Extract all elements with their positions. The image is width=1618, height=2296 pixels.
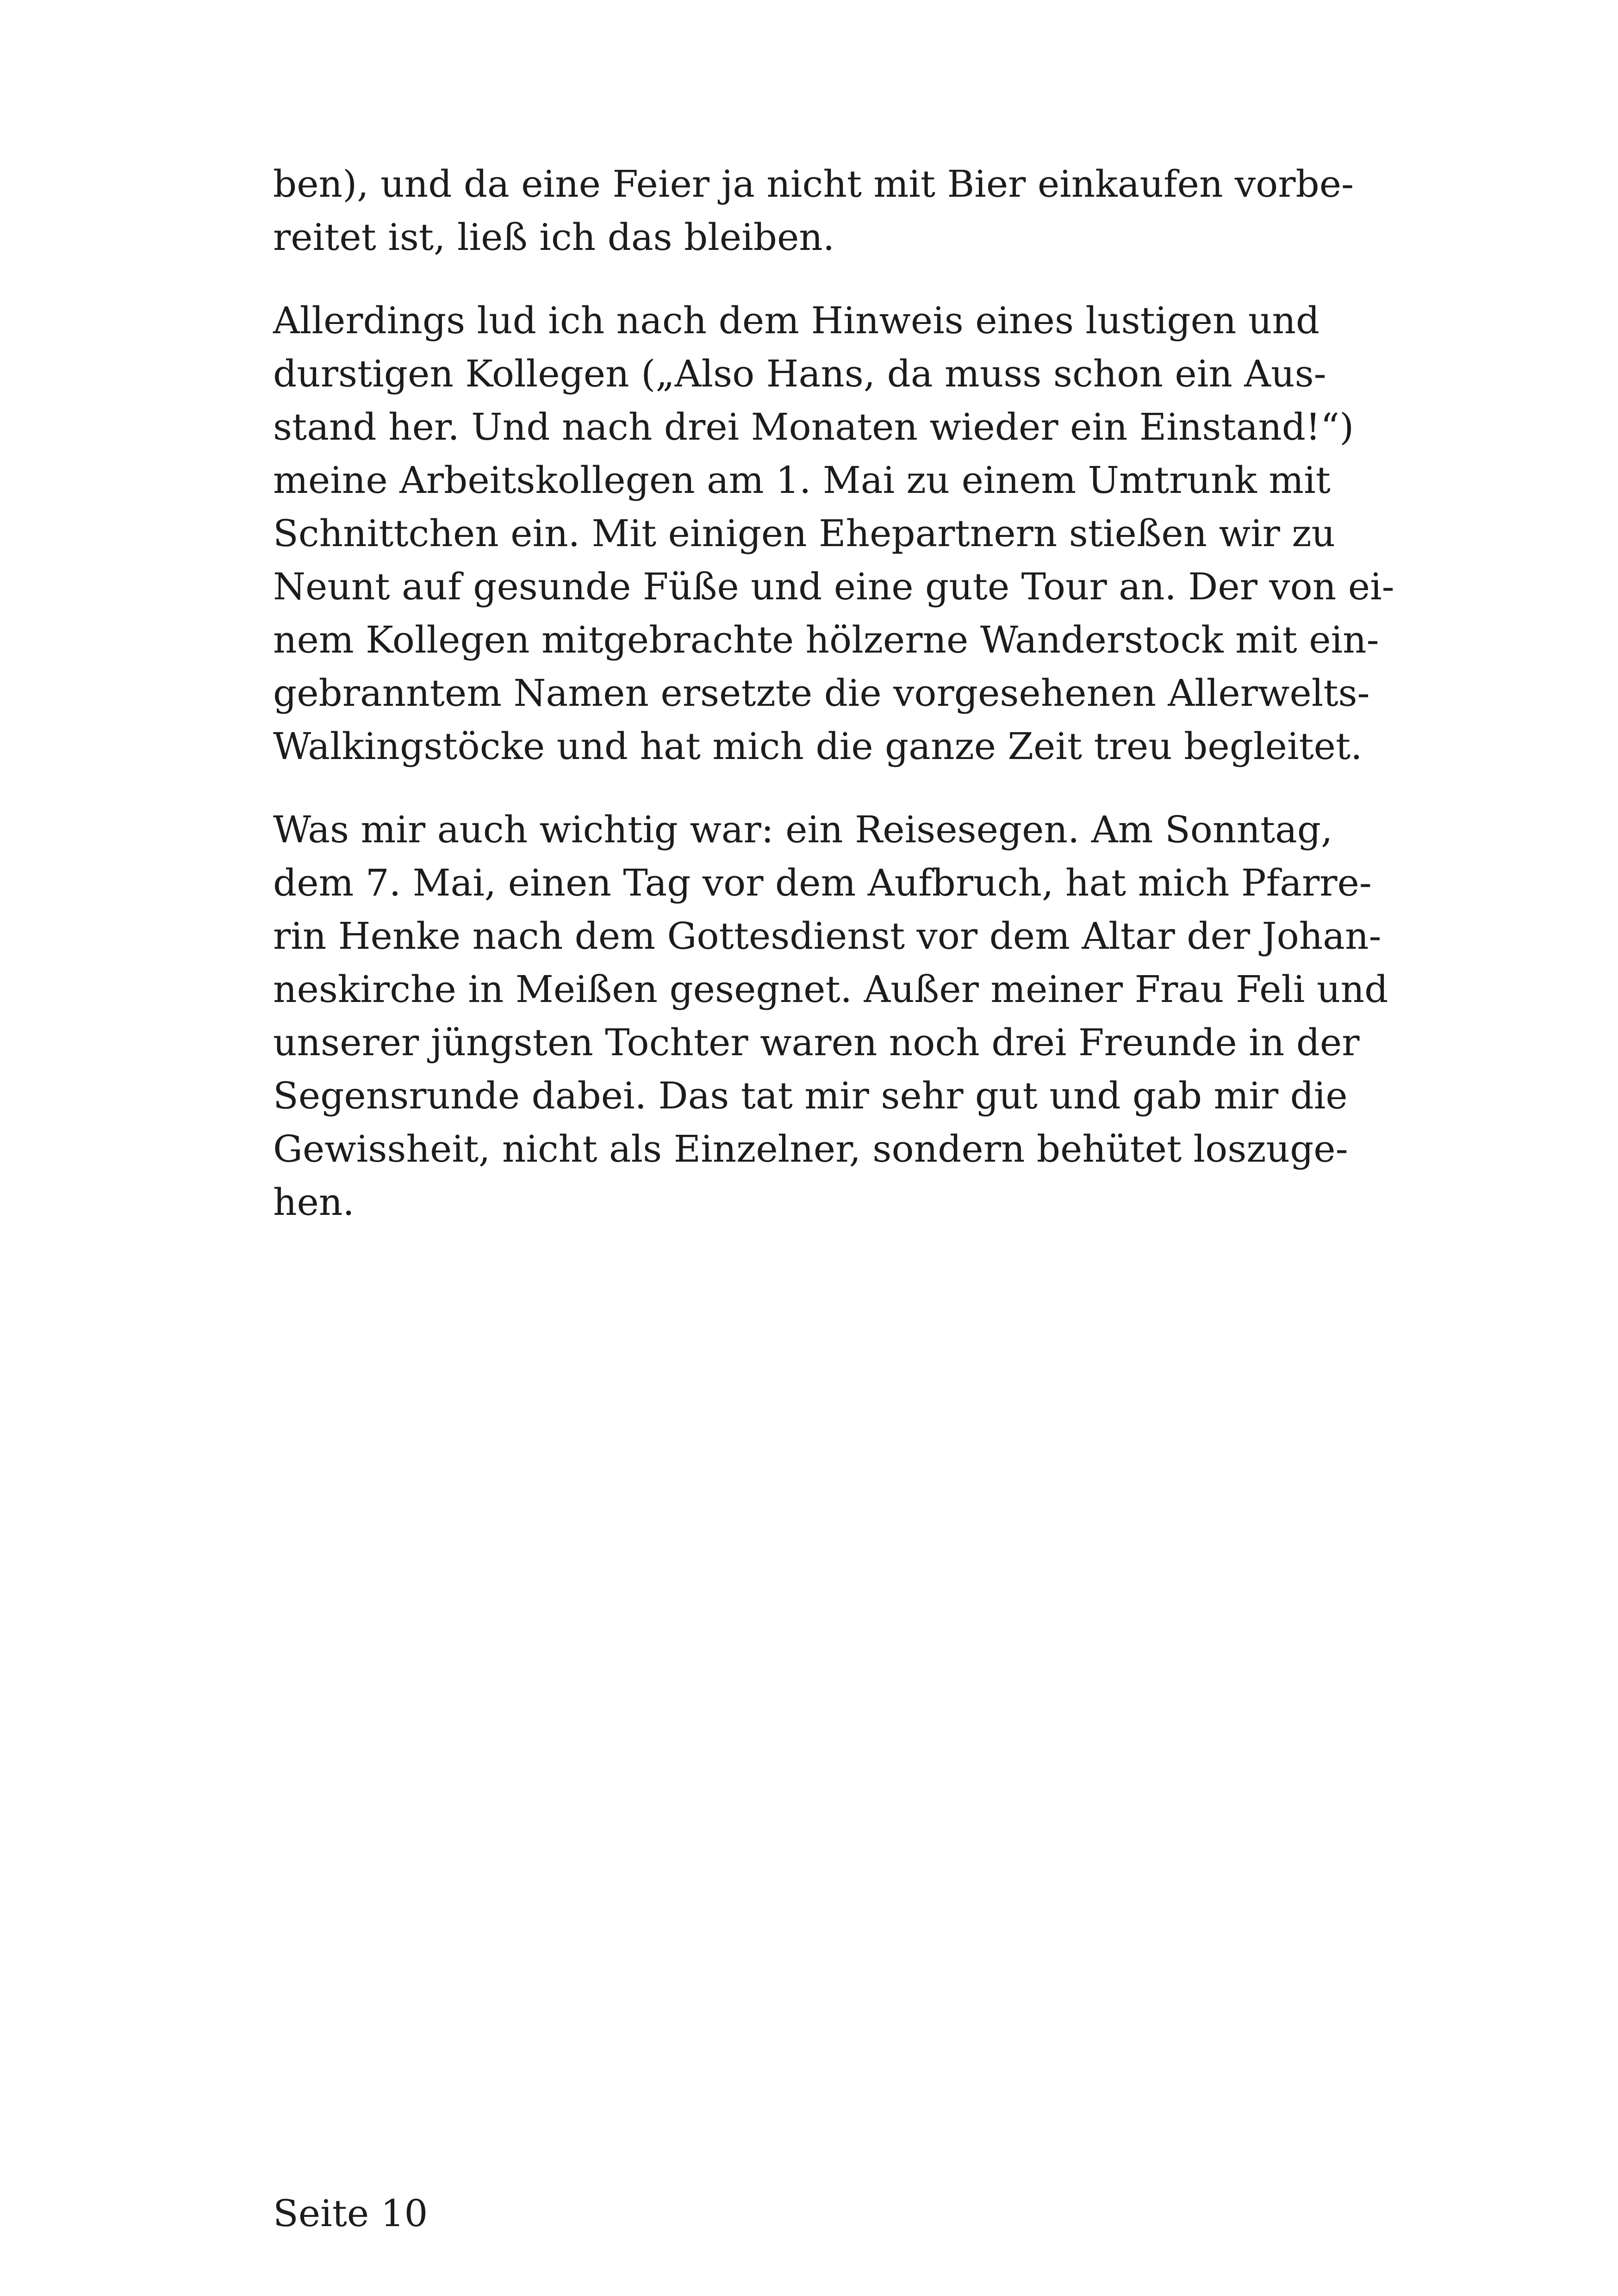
text-line: hen.: [273, 1181, 355, 1224]
paragraph-3: [273, 803, 1388, 1229]
body-text: [273, 157, 1394, 1259]
page-number: Seite 10: [273, 2192, 428, 2235]
text-line: reitet ist, ließ ich das bleiben.: [273, 216, 835, 259]
text-line: Gewissheit, nicht als Einzelner, sondern behütet loszuge-: [273, 1127, 1348, 1170]
text-line: ben), und da eine Feier ja nicht mit Bier einkaufen vorbe-: [273, 162, 1354, 205]
text-line: meine Arbeitskollegen am 1. Mai zu einem Umtrunk mit: [273, 459, 1331, 502]
text-line: Schnittchen ein. Mit einigen Ehepartnern stießen wir zu: [273, 512, 1335, 555]
text-line: dem 7. Mai, einen Tag vor dem Aufbruch, hat mich Pfarre-: [273, 861, 1372, 904]
text-line: Walkingstöcke und hat mich die ganze Zeit treu begleitet.: [273, 725, 1363, 768]
text-line: neskirche in Meißen gesegnet. Außer meiner Frau Feli und: [273, 968, 1388, 1011]
text-line: durstigen Kollegen („Also Hans, da muss schon ein Aus-: [273, 352, 1326, 395]
text-line: nem Kollegen mitgebrachte hölzerne Wanderstock mit ein-: [273, 618, 1379, 661]
paragraph-1: [273, 157, 1354, 264]
paragraph-2: [273, 294, 1394, 773]
text-line: gebranntem Namen ersetzte die vorgesehenen Allerwelts-: [273, 672, 1370, 715]
text-line: Allerdings lud ich nach dem Hinweis eines lustigen und: [273, 299, 1320, 342]
text-line: Segensrunde dabei. Das tat mir sehr gut und gab mir die: [273, 1074, 1348, 1117]
text-line: rin Henke nach dem Gottesdienst vor dem Altar der Johan-: [273, 915, 1382, 958]
text-line: Was mir auch wichtig war: ein Reisesegen. Am Sonntag,: [273, 808, 1333, 851]
text-line: stand her. Und nach drei Monaten wieder ein Einstand!“): [273, 405, 1354, 448]
text-line: unserer jüngsten Tochter waren noch drei Freunde in der: [273, 1021, 1360, 1064]
text-line: Neunt auf gesunde Füße und eine gute Tour an. Der von ei-: [273, 565, 1394, 608]
